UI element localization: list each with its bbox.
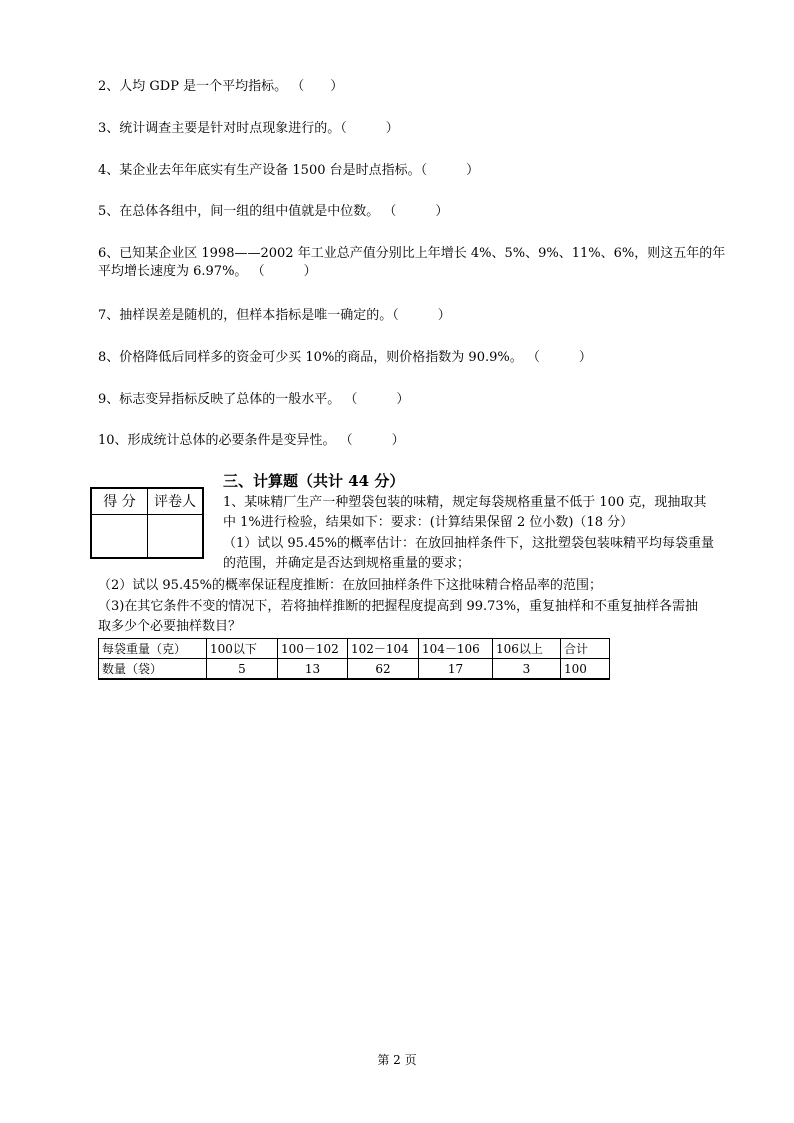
table-cell: 5: [207, 659, 278, 680]
question-10: 10、形成统计总体的必要条件是变异性。 （ ）: [98, 433, 405, 448]
table-cell: 数量（袋）: [99, 659, 207, 680]
calc-line-1: 1、某味精厂生产一种塑袋包装的味精，规定每袋规格重量不低于 100 克，现抽取其: [223, 495, 707, 510]
table-header-cell: 每袋重量（克）: [99, 639, 207, 659]
grader-label: 评卷人: [148, 489, 202, 515]
score-cell: [92, 515, 148, 557]
question-8: 8、价格降低后同样多的资金可少买 10%的商品，则价格指数为 90.9%。 （ ）: [98, 350, 592, 365]
table-row: [99, 659, 610, 680]
table-header-cell: 106以上: [493, 639, 561, 659]
grader-cell: [148, 515, 202, 557]
table-cell: 13: [278, 659, 348, 680]
question-7: 7、抽样误差是随机的，但样本指标是唯一确定的。（ ）: [98, 308, 451, 323]
table-header-row: [99, 639, 610, 659]
table-header-cell: 104－106: [419, 639, 493, 659]
table-header-cell: 合计: [561, 639, 610, 659]
calc-line-4: 的范围，并确定是否达到规格重量的要求；: [223, 556, 471, 571]
calc-line-2: 中 1%进行检验，结果如下：要求：(计算结果保留 2 位小数)（18 分）: [223, 515, 634, 530]
calc-line-3: （1）试以 95.45%的概率估计：在放回抽样条件下，这批塑袋包装味精平均每袋重量: [223, 536, 714, 551]
question-6: 6、已知某企业区 1998——2002 年工业总产值分别比上年增长 4%、5%、9%、11%、6%，则这五年的年平均增长速度为 6.97%。 （ ）: [98, 246, 726, 279]
score-label: 得 分: [92, 489, 148, 515]
table-cell: 100: [561, 659, 610, 680]
question-9: 9、标志变异指标反映了总体的一般水平。 （ ）: [98, 392, 410, 407]
question-5: 5、在总体各组中，间一组的组中值就是中位数。 （ ）: [98, 204, 449, 219]
table-header-cell: 100以下: [207, 639, 278, 659]
calc-line-6: （3)在其它条件不变的情况下，若将抽样推断的把握程度提高到 99.73%，重复抽样和不重复抽样各需抽: [98, 599, 699, 614]
section-title: 三、计算题（共计 44 分）: [223, 472, 405, 490]
calc-line-5: （2）试以 95.45%的概率保证程度推断：在放回抽样条件下这批味精合格品率的范围；: [98, 578, 602, 593]
question-2: 2、人均 GDP 是一个平均指标。 （ ）: [98, 79, 344, 94]
table-cell: 62: [348, 659, 419, 680]
question-4: 4、某企业去年年底实有生产设备 1500 台是时点指标。（ ）: [98, 163, 480, 178]
score-box: [90, 487, 204, 559]
table-cell: 3: [493, 659, 561, 680]
table-cell: 17: [419, 659, 493, 680]
weight-table: [98, 638, 610, 680]
calc-line-7: 取多少个必要抽样数目？: [98, 619, 242, 634]
question-3: 3、统计调查主要是针对时点现象进行的。（ ）: [98, 121, 399, 136]
table-header-cell: 102－104: [348, 639, 419, 659]
page-number: 第 2 页: [377, 1053, 417, 1067]
table-header-cell: 100－102: [278, 639, 348, 659]
